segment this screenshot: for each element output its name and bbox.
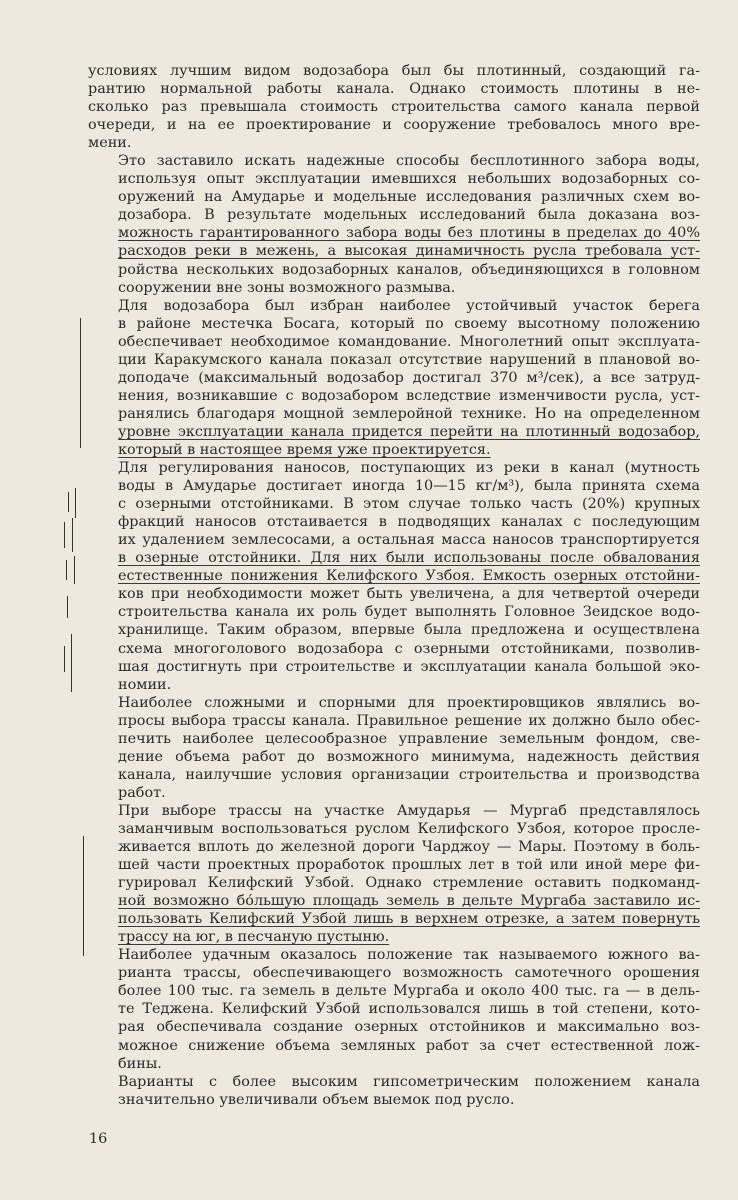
text-line: Это заставило искать надежные способы бесплотинного забора воды, (118, 153, 700, 170)
text-line: схема многоголового водозабора с озерными отстойниками, позволив- (118, 640, 700, 657)
paragraph-route-choice (88, 802, 700, 946)
text-line: те Теджена. Келифский Узбой использовался лишь в той степени, кото- (118, 1001, 700, 1018)
text-line: просы выбора трассы канала. Правильное решение их должно было обес- (118, 712, 700, 729)
text-line: бины. (118, 1055, 162, 1072)
text-line-underlined: уровне эксплуатации канала придется перейти на плотинный водозабор, (118, 423, 700, 440)
text-line-underlined: пользовать Келифский Узбой лишь в верхнем отрезке, а затем повернуть (118, 911, 700, 928)
page-number: 16 (89, 1131, 108, 1147)
text-line: При выборе трассы на участке Амударья — Мургаб представлялось (118, 802, 700, 819)
margin-mark (72, 518, 73, 552)
text-line: ранялись благодаря мощной землеройной технике. Но на определенном (118, 405, 700, 422)
margin-mark (64, 522, 65, 548)
text-line-underlined: расходов реки в межень, а высокая динамичность русла требовала уст- (118, 243, 700, 260)
text-line: рая обеспечивала создание озерных отстойников и максимально воз- (118, 1019, 700, 1036)
paragraph-southern-variant (88, 946, 700, 1072)
paragraph-intake-methods (88, 152, 700, 296)
text-line: ции Каракумского канала показал отсутствие нарушений в плановой во- (118, 351, 700, 368)
paragraph-sediment-control (88, 459, 700, 694)
text-line: их удалением землесосами, а остальная масса наносов транспортируется (118, 532, 700, 549)
text-line: канала, наилучшие условия организации строительства и производства (118, 766, 700, 783)
text-line-underlined: трассу на юг, в песчаную пустыню. (118, 929, 390, 946)
text-line: Наиболее удачным оказалось положение так называемого южного ва- (118, 947, 700, 964)
text-line: условиях лучшим видом водозабора был бы плотинный, создающий га- (88, 63, 700, 79)
text-line: доподаче (максимальный водозабор достигал 370 м³/сек), а все затруд- (118, 369, 700, 386)
text-line: живается вплоть до железной дороги Чарджоу — Мары. Поэтому в боль- (118, 839, 700, 856)
text-line: сооружении вне зоны возможного размыва. (118, 279, 456, 296)
text-line: ков при необходимости может быть увеличена, а для четвертой очереди (118, 586, 700, 603)
text-line: гурировал Келифский Узбой. Однако стремление оставить подкоманд- (118, 875, 700, 892)
text-line: значительно увеличивали объем выемок под русло. (118, 1091, 515, 1108)
text-line-underlined: ной возможно бо́льшую площадь земель в дельте Мургаба заставило ис- (118, 893, 700, 910)
text-line: с озерными отстойниками. В этом случае только часть (20%) крупных (118, 496, 700, 513)
text-line: мени. (88, 135, 132, 152)
text-line-underlined: который в настоящее время уже проектируется. (118, 441, 491, 458)
margin-mark (80, 318, 81, 448)
text-line: дозабора. В результате модельных исследований была доказана воз- (118, 207, 700, 224)
text-line: оружений на Амударье и модельные исследования различных схем во- (118, 189, 700, 206)
text-line: заманчивым воспользоваться руслом Келифского Узбоя, которое просле- (118, 820, 700, 837)
text-line: строительства канала их роль будет выполнять Головное Зеидское водо- (118, 604, 700, 621)
margin-mark (83, 836, 84, 956)
text-line: в районе местечка Босага, который по своему высотному положению (118, 315, 700, 332)
paragraph-high-variants (88, 1073, 700, 1109)
text-line: шая достигнуть при строительстве и эксплуатации канала большой эко- (118, 658, 700, 675)
text-line: номии. (118, 676, 172, 693)
text-line: используя опыт эксплуатации имевшихся небольших водозаборных со- (118, 171, 700, 188)
text-line: очереди, и на ее проектирование и сооружение требовалось много вре- (88, 117, 700, 134)
text-line: рианта трассы, обеспечивающего возможность самотечного орошения (118, 965, 700, 982)
margin-mark (71, 634, 72, 692)
text-line: работ. (118, 784, 166, 801)
text-line: воды в Амударье достигает иногда 10—15 кг/м³), была принята схема (118, 478, 700, 495)
margin-mark (74, 556, 75, 584)
margin-mark (67, 596, 68, 618)
text-line: Наиболее сложными и спорными для проектировщиков являлись во- (118, 694, 700, 711)
body-text (88, 62, 700, 1109)
text-line: обеспечивает необходимое командование. Многолетний опыт эксплуата- (118, 333, 700, 350)
text-line: хранилище. Таким образом, впервые была предложена и осуществлена (118, 622, 700, 639)
margin-mark (64, 646, 65, 672)
margin-mark (75, 488, 76, 518)
margin-mark (68, 492, 69, 512)
paragraph-continuation (88, 62, 700, 152)
text-line: печить наиболее целесообразное управление земельным фондом, све- (118, 730, 700, 747)
text-line: ройства нескольких водозаборных каналов, объединяющихся в головном (118, 261, 700, 278)
text-line: шей части проектных проработок прошлых лет в той или иной мере фи- (118, 857, 700, 874)
text-line: Для водозабора был избран наиболее устойчивый участок берега (118, 297, 700, 314)
text-line: Варианты с более высоким гипсометрическим положением канала (118, 1073, 700, 1090)
margin-mark (66, 560, 67, 580)
text-line: сколько раз превышала стоимость строительства самого канала первой (88, 99, 700, 116)
text-line: Для регулирования наносов, поступающих из реки в канал (мутность (118, 460, 700, 477)
text-line: дение объема работ до возможного минимума, надежность действия (118, 748, 700, 765)
text-line-underlined: можность гарантированного забора воды без плотины в пределах до 40% (118, 225, 700, 242)
text-line: можное снижение объема земляных работ за счет естественной лож- (118, 1037, 700, 1054)
text-line: нения, возникавшие с водозабором вследствие изменчивости русла, уст- (118, 387, 700, 404)
text-line-underlined: в озерные отстойники. Для них были использованы после обвалования (118, 550, 700, 567)
text-line: более 100 тыс. га земель в дельте Мургаба и около 400 тыс. га — в дель- (118, 983, 700, 1000)
paragraph-intake-site (88, 297, 700, 459)
text-line-underlined: естественные понижения Келифского Узбоя. Емкость озерных отстойни- (118, 568, 700, 585)
paragraph-route-questions (88, 694, 700, 802)
text-line: рантию нормальной работы канала. Однако стоимость плотины в не- (88, 81, 700, 98)
text-line: фракций наносов отстаивается в подводящих каналах с последующим (118, 514, 700, 531)
